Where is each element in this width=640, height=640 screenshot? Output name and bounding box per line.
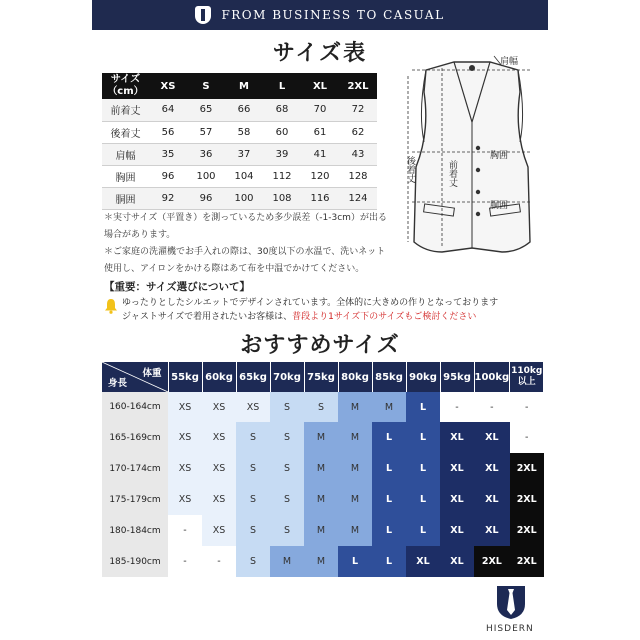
recommend-size-cell: S [270,392,304,422]
chest-label: 胸囲 [490,151,509,161]
weight-column-header: 70kg [270,362,304,392]
important-title: 【重要：サイズ選びについて】 [104,281,250,293]
recommend-size-cell: XL [474,453,510,484]
weight-column-header: 110kg以上 [510,362,544,392]
size-column-header: M [225,73,263,99]
recommend-size-cell: M [304,453,338,484]
weight-column-header: 75kg [304,362,338,392]
size-value-cell: 56 [149,121,187,143]
weight-column-header: 85kg [372,362,406,392]
recommend-size-cell: M [304,422,338,453]
recommend-size-cell: L [406,453,440,484]
size-value-cell: 39 [263,143,301,165]
size-value-cell: 108 [263,187,301,209]
recommend-size-cell: M [338,392,372,422]
recommend-size-cell: M [270,546,304,577]
recommend-size-cell: S [236,515,270,546]
size-value-cell: 65 [187,99,225,121]
size-value-cell: 35 [149,143,187,165]
size-row [102,187,377,209]
size-row [102,121,377,143]
front-length-label: 前着丈 [447,160,457,187]
recommend-size-table [102,362,544,577]
note-line: ＊ご家庭の洗濯機でお手入れの際は、30度以下の水温で、洗いネット [104,247,386,257]
recommend-corner-cell [102,362,168,392]
size-value-cell: 100 [187,165,225,187]
size-row-label: 前着丈 [102,99,149,121]
size-value-cell: 100 [225,187,263,209]
recommend-row [102,546,544,577]
recommend-size-cell: S [236,453,270,484]
recommend-size-cell: 2XL [510,453,544,484]
size-row-label: 胴囲 [102,187,149,209]
recommend-size-cell: M [338,422,372,453]
recommend-size-cell: S [236,546,270,577]
recommend-size-cell: 2XL [510,546,544,577]
recommend-size-cell: XL [474,515,510,546]
size-value-cell: 72 [339,99,377,121]
recommend-row [102,453,544,484]
size-value-cell: 61 [301,121,339,143]
recommend-row [102,515,544,546]
recommend-size-cell: S [270,484,304,515]
recommend-size-cell: L [372,546,406,577]
recommend-row [102,392,544,422]
recommend-size-cell: S [270,422,304,453]
hisdern-logo-icon [491,582,531,620]
recommend-size-cell: XL [474,484,510,515]
size-chart-title: サイズ表 [272,41,368,66]
recommend-size-cell: - [440,392,474,422]
size-row [102,165,377,187]
size-value-cell: 58 [225,121,263,143]
recommend-size-cell: 2XL [510,515,544,546]
recommend-size-cell: M [338,453,372,484]
recommend-size-cell: XS [168,422,202,453]
recommend-size-cell: S [270,515,304,546]
size-value-cell: 70 [301,99,339,121]
recommend-size-cell: L [406,392,440,422]
weight-column-header: 90kg [406,362,440,392]
important-red-text: 普段より1サイズ下のサイズもご検討ください [292,312,477,322]
recommend-title: おすすめサイズ [240,333,400,358]
recommend-size-cell: S [270,453,304,484]
recommend-size-cell: L [406,515,440,546]
important-line: ゆったりとしたシルエットでデザインされています。全体的に大きめの作りとなっております [122,298,499,308]
shoulder-label: 肩幅 [500,57,519,67]
recommend-size-cell: - [510,392,544,422]
size-value-cell: 60 [263,121,301,143]
vest-diagram [398,52,546,262]
size-value-cell: 43 [339,143,377,165]
weight-column-header: 65kg [236,362,270,392]
shield-logo-icon [195,6,211,24]
size-value-cell: 104 [225,165,263,187]
brand-banner [92,0,548,30]
size-row [102,143,377,165]
height-row-label: 175-179cm [102,484,168,515]
recommend-size-cell: S [236,484,270,515]
note-line: 使用し、アイロンをかける際はあて布を中温でかけてください。 [104,264,365,274]
size-value-cell: 96 [149,165,187,187]
recommend-size-cell: - [510,422,544,453]
recommend-size-cell: XS [168,453,202,484]
size-value-cell: 116 [301,187,339,209]
size-column-header: 2XL [339,73,377,99]
recommend-size-cell: M [304,515,338,546]
important-line: ジャストサイズで着用されたいお客様は、普段より1サイズ下のサイズもご検討ください [122,312,477,322]
recommend-size-cell: L [406,484,440,515]
size-value-cell: 64 [149,99,187,121]
recommend-size-cell: XS [202,484,236,515]
size-value-cell: 66 [225,99,263,121]
size-value-cell: 128 [339,165,377,187]
recommend-size-cell: L [372,422,406,453]
recommend-size-cell: XS [202,392,236,422]
back-length-label: 後着丈 [405,156,415,183]
recommend-size-cell: XS [202,422,236,453]
recommend-size-cell: S [304,392,338,422]
size-column-header: XS [149,73,187,99]
recommend-size-cell: - [202,546,236,577]
size-row [102,99,377,121]
size-column-header: XL [301,73,339,99]
height-row-label: 165-169cm [102,422,168,453]
size-value-cell: 57 [187,121,225,143]
recommend-row [102,484,544,515]
height-row-label: 185-190cm [102,546,168,577]
size-value-cell: 96 [187,187,225,209]
recommend-size-cell: L [372,453,406,484]
recommend-size-cell: L [338,546,372,577]
weight-column-header: 80kg [338,362,372,392]
recommend-size-cell: XL [440,453,474,484]
height-row-label: 160-164cm [102,392,168,422]
size-value-cell: 36 [187,143,225,165]
brand-name: HISDERN [486,624,534,634]
recommend-size-cell: XS [202,453,236,484]
recommend-size-cell: XL [474,422,510,453]
note-line: 場合があります。 [104,230,176,240]
bell-icon [104,298,118,314]
size-row-label: 肩幅 [102,143,149,165]
recommend-size-cell: M [338,515,372,546]
height-axis-label: 身長 [108,378,128,389]
weight-axis-label: 体重 [142,368,162,379]
recommend-size-cell: M [338,484,372,515]
size-value-cell: 124 [339,187,377,209]
height-row-label: 180-184cm [102,515,168,546]
recommend-size-cell: XS [236,392,270,422]
size-value-cell: 37 [225,143,263,165]
size-chart-table [102,73,377,210]
size-value-cell: 92 [149,187,187,209]
recommend-size-cell: XL [406,546,440,577]
important-text [122,296,542,324]
weight-column-header: 100kg [474,362,510,392]
waist-label: 胴囲 [490,201,509,211]
recommend-size-cell: XL [440,546,474,577]
size-row-label: 胸囲 [102,165,149,187]
recommend-size-cell: - [474,392,510,422]
recommend-size-cell: M [304,484,338,515]
size-value-cell: 120 [301,165,339,187]
recommend-size-cell: XS [168,484,202,515]
recommend-size-cell: 2XL [510,484,544,515]
size-value-cell: 68 [263,99,301,121]
recommend-size-cell: L [372,484,406,515]
size-row-label: 後着丈 [102,121,149,143]
height-row-label: 170-174cm [102,453,168,484]
recommend-size-cell: XS [202,515,236,546]
recommend-size-cell: XL [440,484,474,515]
size-column-header: L [263,73,301,99]
recommend-size-cell: XL [440,422,474,453]
size-value-cell: 41 [301,143,339,165]
weight-column-header: 60kg [202,362,236,392]
size-value-cell: 112 [263,165,301,187]
recommend-size-cell: XL [440,515,474,546]
recommend-size-cell: M [304,546,338,577]
vest-illustration [398,52,546,262]
recommend-size-cell: XS [168,392,202,422]
recommend-size-cell: 2XL [474,546,510,577]
size-notes [104,210,394,278]
recommend-size-cell: - [168,546,202,577]
recommend-size-cell: - [168,515,202,546]
banner-text: FROM BUSINESS TO CASUAL [221,8,445,22]
size-column-header: S [187,73,225,99]
weight-column-header: 95kg [440,362,474,392]
recommend-row [102,422,544,453]
recommend-size-cell: L [406,422,440,453]
size-header-cell: サイズ （cm） [102,73,149,99]
weight-column-header: 55kg [168,362,202,392]
recommend-size-cell: M [372,392,406,422]
size-value-cell: 62 [339,121,377,143]
recommend-size-cell: L [372,515,406,546]
note-line: ＊実寸サイズ（平置き）を測っているため多少誤差（-1-3cm）が出る [104,213,387,223]
recommend-size-cell: S [236,422,270,453]
